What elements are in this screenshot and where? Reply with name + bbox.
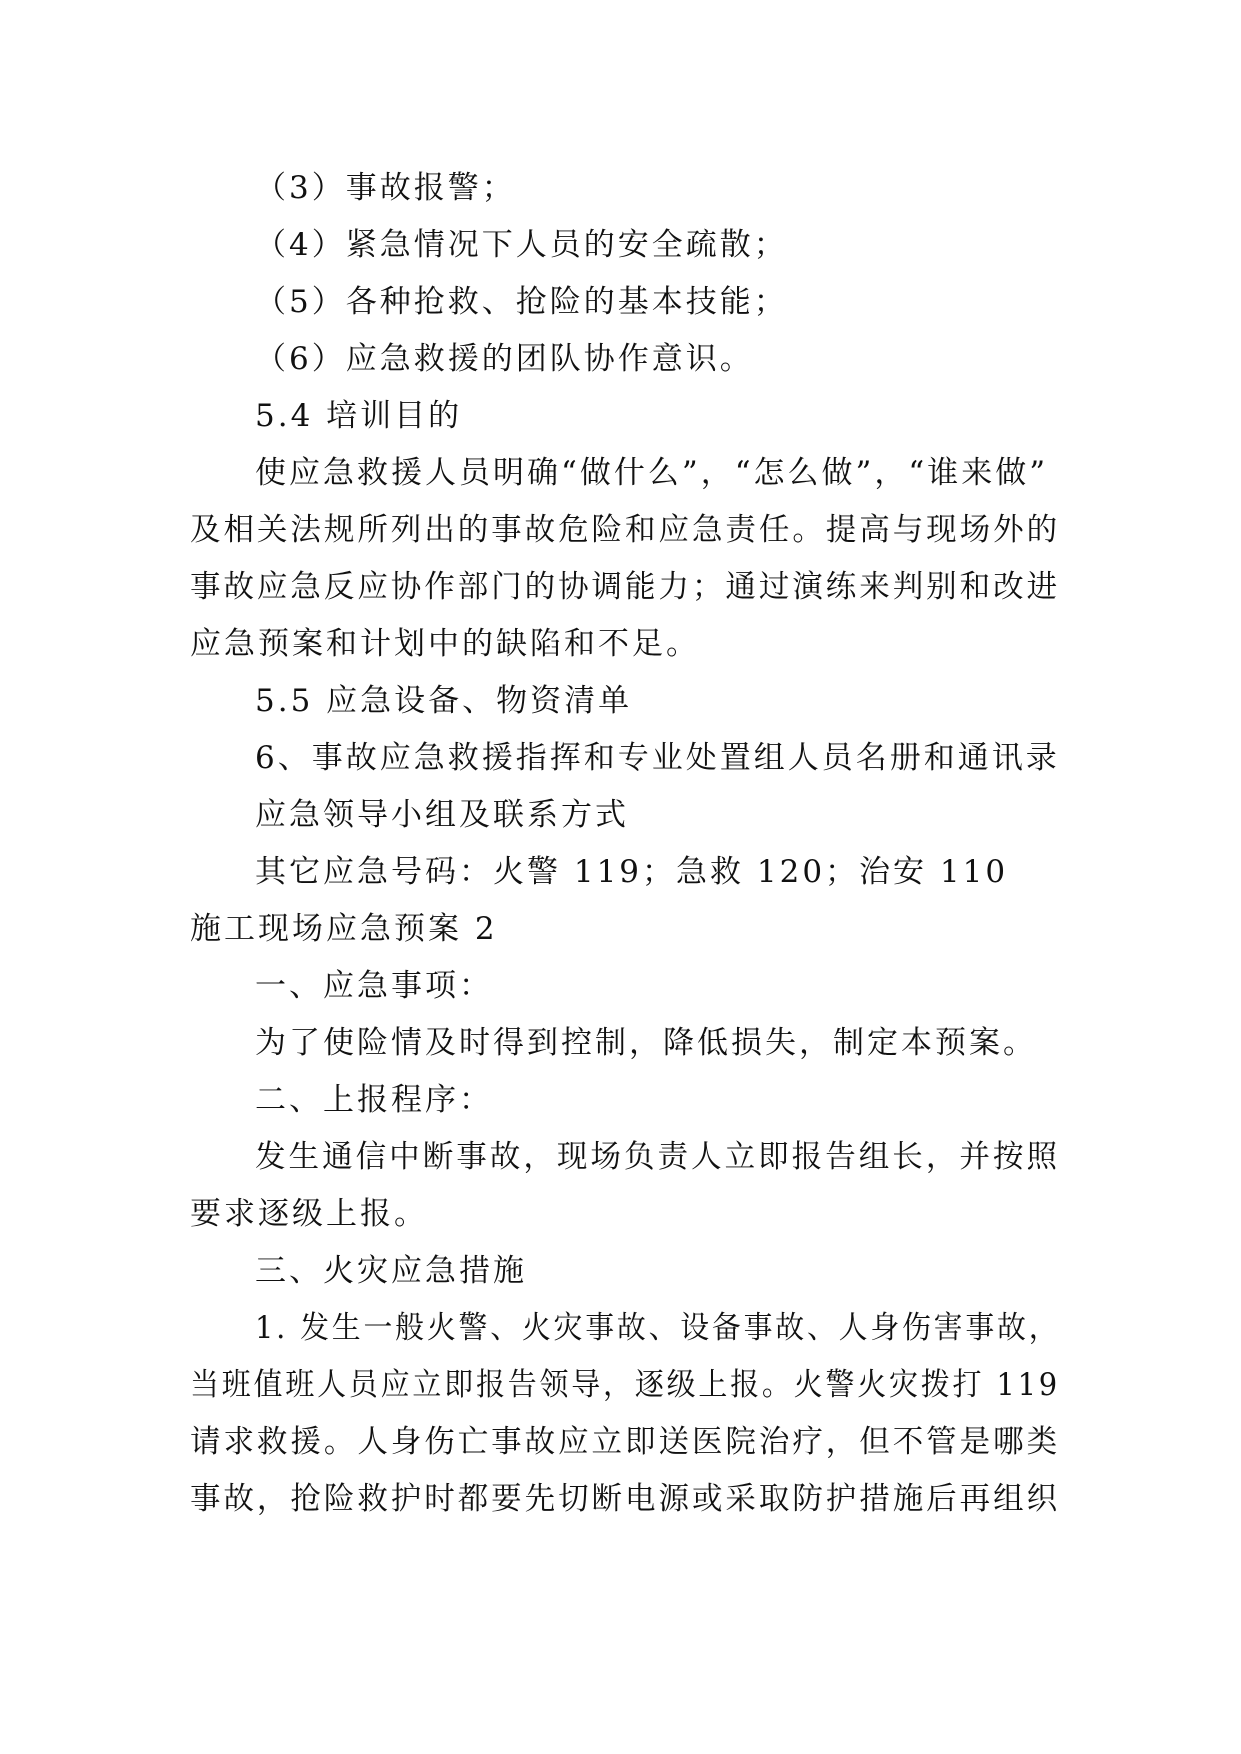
list-item-6: （6）应急救援的团队协作意识。 [255,341,754,377]
emergency-numbers: 其它应急号码：火警 119；急救 120；治安 110 [255,854,1009,890]
list-item-4: （4）紧急情况下人员的安全疏散； [255,227,788,263]
section-heading-6: 6、事故应急救援指挥和专业处置组人员名册和通讯录 [255,740,1060,776]
paragraph-line: 及相关法规所列出的事故危险和应急责任。提高与现场外的 [190,512,1061,548]
section-heading-5-4: 5.4 培训目的 [255,398,463,434]
paragraph-line: 1. 发生一般火警、火灾事故、设备事故、人身伤害事故， [255,1310,1061,1346]
paragraph-line: 使应急救援人员明确“做什么”，“怎么做”，“谁来做” [255,455,1049,491]
section-heading-1: 一、应急事项： [255,968,493,1004]
section-heading-5-5: 5.5 应急设备、物资清单 [255,683,633,719]
list-item-3: （3）事故报警； [255,170,516,206]
paragraph-line: 要求逐级上报。 [190,1196,428,1232]
paragraph-line: 发生通信中断事故，现场负责人立即报告组长，并按照 [255,1139,1060,1175]
paragraph-line: 应急预案和计划中的缺陷和不足。 [190,626,700,662]
list-item-5: （5）各种抢救、抢险的基本技能； [255,284,788,320]
paragraph-line: 请求救援。人身伤亡事故应立即送医院治疗，但不管是哪类 [190,1424,1061,1460]
paragraph-line: 为了使险情及时得到控制，降低损失，制定本预案。 [255,1025,1037,1061]
paragraph-line: 事故应急反应协作部门的协调能力；通过演练来判别和改进 [190,569,1061,605]
paragraph-line: 应急领导小组及联系方式 [255,797,629,833]
paragraph-line: 当班值班人员应立即报告领导，逐级上报。火警火灾拨打 119 [190,1367,1061,1403]
section-heading-2: 二、上报程序： [255,1082,493,1118]
section-heading-3: 三、火灾应急措施 [255,1253,527,1289]
document-title: 施工现场应急预案 2 [190,911,498,947]
paragraph-line: 事故，抢险救护时都要先切断电源或采取防护措施后再组织 [190,1481,1061,1517]
